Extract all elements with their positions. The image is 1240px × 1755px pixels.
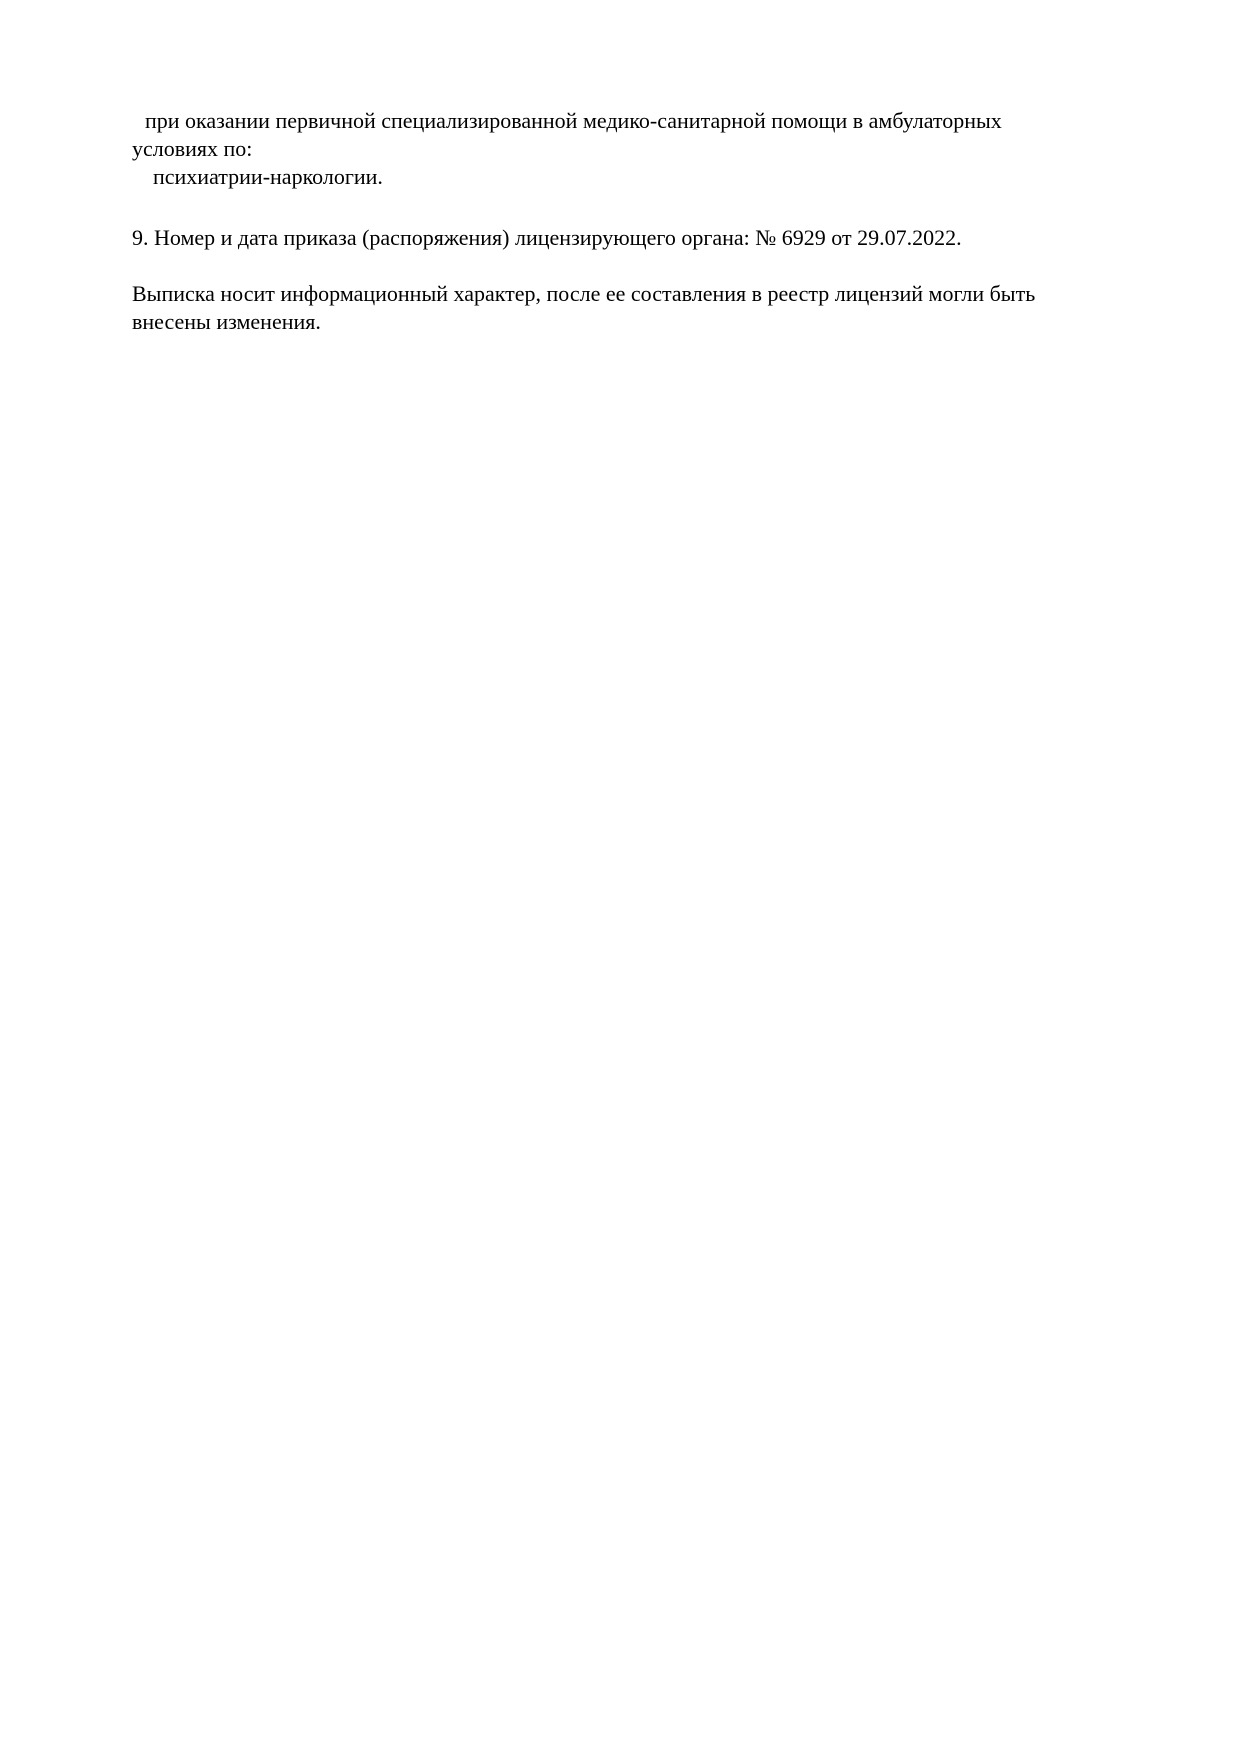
license-conditions-line-psychiatry: психиатрии-наркологии.	[153, 164, 383, 189]
disclaimer-line-2: внесены изменения.	[132, 309, 321, 334]
license-conditions-line-1: при оказании первичной специализированной медико-санитарной помощи в амбулаторных	[145, 108, 1002, 133]
document-text-block	[0, 0, 1240, 336]
order-number-line: 9. Номер и дата приказа (распоряжения) лицензирующего органа: № 6929 от 29.07.2022.	[132, 225, 962, 250]
disclaimer-line-1: Выписка носит информационный характер, после ее составления в реестр лицензий могли быть	[132, 281, 1036, 306]
license-conditions-line-2: условиях по:	[132, 136, 253, 161]
